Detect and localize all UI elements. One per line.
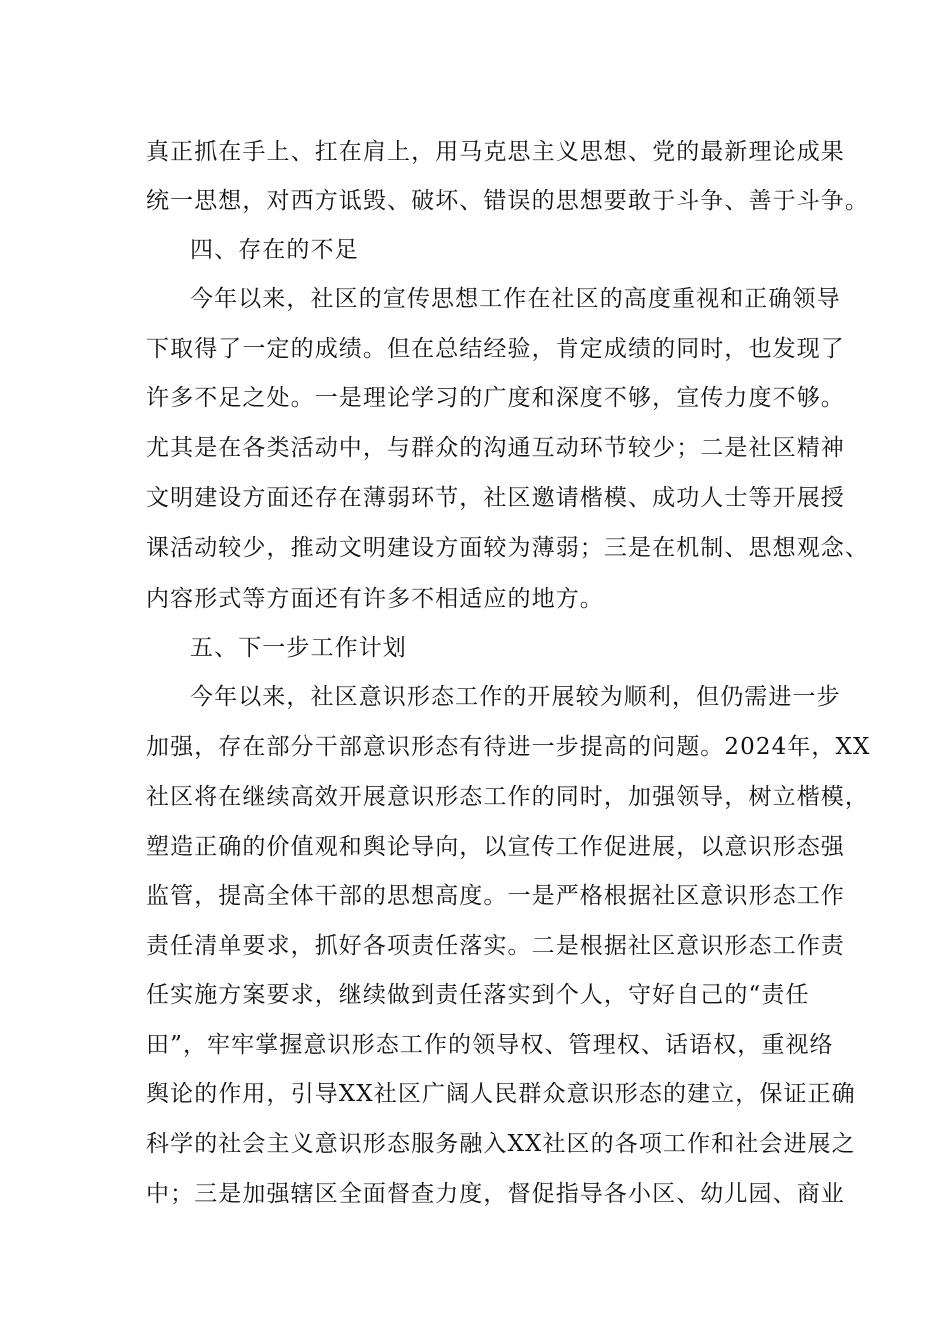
body-text-line: 尤其是在各类活动中，与群众的沟通互动环节较少；二是社区精神 [146,435,845,461]
body-text-line: 课活动较少，推动文明建设方面较为薄弱；三是在机制、思想观念、 [146,535,869,561]
body-text-line: 真正抓在手上、扛在肩上，用马克思主义思想、党的最新理论成果 [146,139,845,165]
body-text-line: 文明建设方面还存在薄弱环节，社区邀请楷模、成功人士等开展授 [146,485,845,511]
section-heading: 四、存在的不足 [190,237,359,263]
body-text-line: 社区将在继续高效开展意识形态工作的同时，加强领导，树立楷模， [146,784,869,810]
body-text-line: 监管，提高全体干部的思想高度。一是严格根据社区意识形态工作 [146,883,845,909]
body-text-line: 任实施方案要求，继续做到责任落实到个人，守好自己的“责任 [146,982,810,1008]
section-heading: 五、下一步工作计划 [190,635,407,661]
body-text-line: 舆论的作用，引导XX社区广阔人民群众意识形态的建立，保证正确 [146,1081,856,1107]
body-text-line: 下取得了一定的成绩。但在总结经验，肯定成绩的同时，也发现了 [146,336,845,362]
body-text-line: 统一思想，对西方诋毁、破坏、错误的思想要敢于斗争、善于斗争。 [146,188,869,214]
body-text-line: 田”，牢牢掌握意识形态工作的领导权、管理权、话语权，重视络 [146,1032,834,1058]
body-text-line: 塑造正确的价值观和舆论导向，以宣传工作促进展，以意识形态强 [146,834,845,860]
body-text-line: 中；三是加强辖区全面督查力度，督促指导各小区、幼儿园、商业 [146,1181,845,1207]
body-text-line: 今年以来，社区的宣传思想工作在社区的高度重视和正确领导 [190,286,841,312]
body-text-line: 责任清单要求，抓好各项责任落实。二是根据社区意识形态工作责 [146,933,845,959]
body-text-line: 内容形式等方面还有许多不相适应的地方。 [146,586,604,612]
body-text-line: 许多不足之处。一是理论学习的广度和深度不够，宣传力度不够。 [146,385,845,411]
body-text-line: 今年以来，社区意识形态工作的开展较为顺利，但仍需进一步 [190,684,841,710]
body-text-line: 科学的社会主义意识形态服务融入XX社区的各项工作和社会进展之 [146,1131,856,1157]
body-text-line: 加强，存在部分干部意识形态有待进一步提高的问题。2024年，XX [146,734,871,760]
